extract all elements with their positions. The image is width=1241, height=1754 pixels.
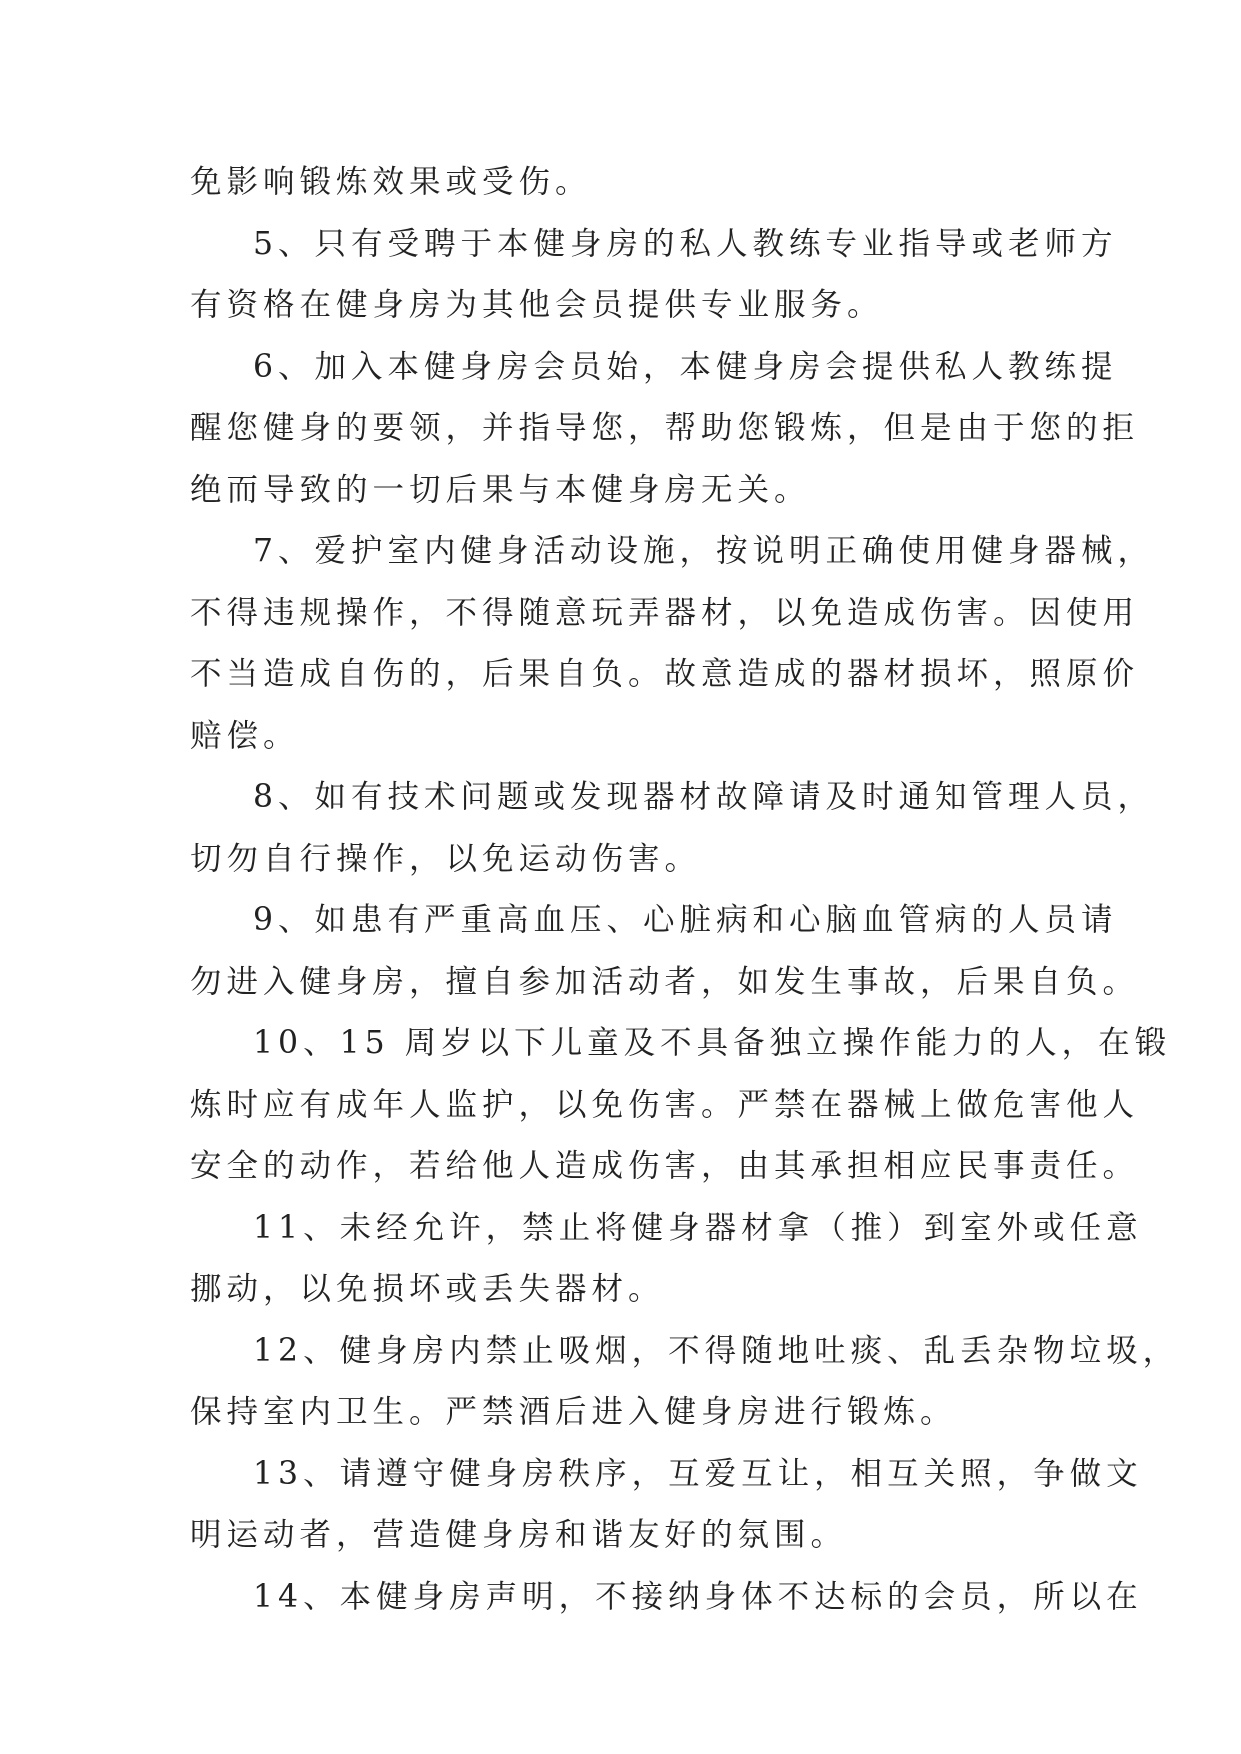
text-line: 6、加入本健身房会员始，本健身房会提供私人教练提 <box>253 348 1118 385</box>
text-line: 不得违规操作，不得随意玩弄器材，以免造成伤害。因使用 <box>190 594 1140 631</box>
text-line: 9、如患有严重高血压、心脏病和心脑血管病的人员请 <box>253 902 1118 938</box>
text-line: 14、本健身房声明，不接纳身体不达标的会员，所以在 <box>253 1578 1143 1615</box>
text-line: 勿进入健身房，擅自参加活动者，如发生事故，后果自负。 <box>190 963 1140 1000</box>
text-line: 11、未经允许，禁止将健身器材拿（推）到室外或任意 <box>253 1209 1143 1246</box>
text-line: 安全的动作，若给他人造成伤害，由其承担相应民事责任。 <box>190 1148 1140 1184</box>
text-line: 切勿自行操作，以免运动伤害。 <box>190 840 702 877</box>
text-line: 挪动，以免损坏或丢失器材。 <box>190 1271 665 1307</box>
text-line: 12、健身房内禁止吸烟，不得随地吐痰、乱丢杂物垃圾， <box>253 1332 1180 1369</box>
text-line: 7、爱护室内健身活动设施，按说明正确使用健身器械， <box>253 533 1155 569</box>
text-line: 保持室内卫生。严禁酒后进入健身房进行锻炼。 <box>190 1394 957 1430</box>
text-line: 8、如有技术问题或发现器材故障请及时通知管理人员， <box>253 779 1155 815</box>
document-body <box>190 152 1180 1628</box>
text-line: 免影响锻炼效果或受伤。 <box>190 164 592 200</box>
text-line: 10、15 周岁以下儿童及不具备独立操作能力的人，在锻 <box>253 1025 1172 1061</box>
text-line: 有资格在健身房为其他会员提供专业服务。 <box>190 287 884 323</box>
text-line: 醒您健身的要领，并指导您，帮助您锻炼，但是由于您的拒 <box>190 410 1140 446</box>
text-line: 明运动者，营造健身房和谐友好的氛围。 <box>190 1517 848 1553</box>
text-line: 绝而导致的一切后果与本健身房无关。 <box>190 471 811 508</box>
text-line: 不当造成自伤的，后果自负。故意造成的器材损坏，照原价 <box>190 656 1140 692</box>
text-line: 炼时应有成年人监护，以免伤害。严禁在器械上做危害他人 <box>190 1086 1140 1123</box>
text-line: 13、请遵守健身房秩序，互爱互让，相互关照，争做文 <box>253 1455 1143 1492</box>
text-line: 赔偿。 <box>190 717 300 754</box>
text-line: 5、只有受聘于本健身房的私人教练专业指导或老师方 <box>253 225 1118 262</box>
